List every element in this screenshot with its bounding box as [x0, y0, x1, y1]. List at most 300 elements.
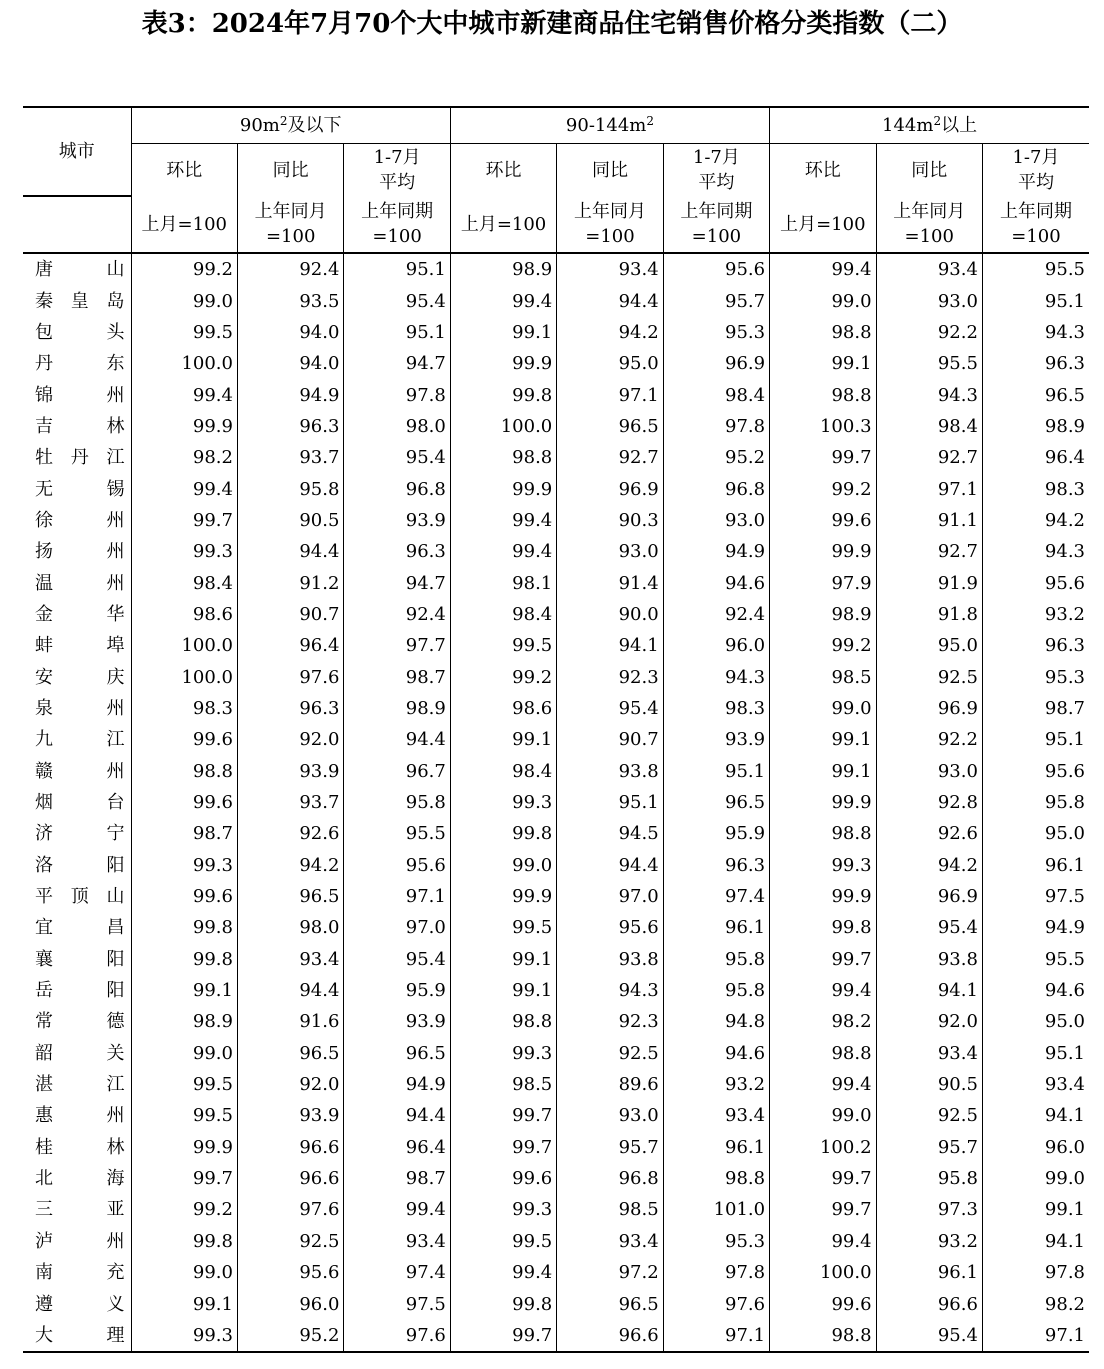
index-value: 95.3: [982, 661, 1089, 692]
index-value: 96.4: [982, 442, 1089, 473]
index-value: 99.3: [131, 536, 237, 567]
index-value: 99.7: [450, 1132, 556, 1163]
index-value: 94.4: [557, 850, 663, 881]
city-name: 泸州: [35, 1230, 125, 1252]
index-value: 94.4: [344, 724, 450, 755]
index-value: 99.9: [450, 881, 556, 912]
index-value: 95.6: [982, 756, 1089, 787]
index-value: 92.5: [237, 1226, 343, 1257]
index-value: 97.8: [982, 1257, 1089, 1288]
index-value: 96.3: [237, 411, 343, 442]
city-name: 温州: [35, 572, 125, 594]
group-header-medium: $90-144m^2$: [450, 107, 769, 144]
index-value: 96.0: [663, 630, 769, 661]
index-value: 99.1: [450, 975, 556, 1006]
index-value: 92.7: [876, 536, 982, 567]
city-name: 桂林: [35, 1136, 125, 1158]
index-value: 97.6: [344, 1320, 450, 1352]
index-value: 94.1: [557, 630, 663, 661]
index-value: 97.5: [982, 881, 1089, 912]
index-value: 92.5: [876, 661, 982, 692]
index-value: 93.9: [344, 1006, 450, 1037]
index-value: 95.5: [344, 818, 450, 849]
index-value: 99.2: [770, 473, 876, 504]
index-value: 95.6: [663, 253, 769, 285]
index-value: 99.1: [450, 724, 556, 755]
table-row: [23, 411, 1089, 442]
city-header-spacer: [23, 196, 131, 253]
index-value: 98.4: [450, 599, 556, 630]
index-value: 99.0: [131, 1038, 237, 1069]
table-row: [23, 1320, 1089, 1352]
table-row: [23, 567, 1089, 598]
index-value: 98.8: [663, 1163, 769, 1194]
index-value: 93.4: [663, 1100, 769, 1131]
index-value: 98.5: [557, 1194, 663, 1225]
city-name: 牡丹江: [35, 447, 125, 469]
index-value: 91.8: [876, 599, 982, 630]
index-value: 94.2: [557, 317, 663, 348]
city-name: 湛江: [35, 1074, 125, 1096]
index-value: 98.5: [770, 661, 876, 692]
table-row: [23, 1100, 1089, 1131]
index-value: 96.0: [982, 1132, 1089, 1163]
index-value: 95.4: [344, 285, 450, 316]
index-value: 98.1: [450, 567, 556, 598]
index-value: 90.7: [237, 599, 343, 630]
index-value: 92.4: [237, 253, 343, 285]
index-value: 96.1: [876, 1257, 982, 1288]
index-value: 98.6: [131, 599, 237, 630]
index-value: 99.2: [770, 630, 876, 661]
page-title: 表3：2024年7月70个大中城市新建商品住宅销售价格分类指数（二）: [141, 9, 963, 39]
index-value: 99.1: [770, 756, 876, 787]
index-value: 94.2: [876, 850, 982, 881]
base-header: 上年同期=100: [344, 196, 450, 253]
index-value: 95.8: [344, 787, 450, 818]
index-value: 93.0: [557, 1100, 663, 1131]
index-value: 99.1: [450, 317, 556, 348]
index-value: 95.0: [876, 630, 982, 661]
index-value: 97.3: [876, 1194, 982, 1225]
index-value: 98.8: [450, 1006, 556, 1037]
index-value: 99.4: [131, 473, 237, 504]
table-row: [23, 787, 1089, 818]
index-value: 95.5: [876, 348, 982, 379]
index-value: 98.4: [876, 411, 982, 442]
index-value: 93.0: [663, 505, 769, 536]
index-value: 92.4: [344, 599, 450, 630]
table-row: [23, 850, 1089, 881]
index-value: 97.1: [557, 379, 663, 410]
index-value: 92.7: [876, 442, 982, 473]
index-value: 95.1: [982, 1038, 1089, 1069]
index-value: 91.9: [876, 567, 982, 598]
index-value: 99.5: [131, 1069, 237, 1100]
index-value: 96.9: [663, 348, 769, 379]
index-value: 93.2: [982, 599, 1089, 630]
index-value: 96.3: [982, 348, 1089, 379]
index-value: 98.4: [131, 567, 237, 598]
index-value: 96.3: [663, 850, 769, 881]
city-name: 九江: [35, 729, 125, 751]
city-name: 北海: [35, 1168, 125, 1190]
index-value: 99.7: [770, 944, 876, 975]
index-value: 95.6: [237, 1257, 343, 1288]
table-row: [23, 536, 1089, 567]
index-value: 90.5: [237, 505, 343, 536]
index-value: 99.4: [450, 285, 556, 316]
index-value: 97.7: [344, 630, 450, 661]
index-value: 99.6: [770, 1288, 876, 1319]
index-value: 99.2: [131, 1194, 237, 1225]
index-value: 98.0: [237, 912, 343, 943]
index-value: 99.0: [770, 1100, 876, 1131]
index-value: 96.8: [344, 473, 450, 504]
table-row: [23, 975, 1089, 1006]
index-value: 95.5: [982, 944, 1089, 975]
index-value: 97.0: [557, 881, 663, 912]
index-value: 94.2: [982, 505, 1089, 536]
index-value: 92.8: [876, 787, 982, 818]
city-name: 济宁: [35, 823, 125, 845]
index-value: 99.5: [450, 630, 556, 661]
index-value: 97.0: [344, 912, 450, 943]
table-row: [23, 379, 1089, 410]
index-value: 97.6: [663, 1288, 769, 1319]
index-value: 93.4: [344, 1226, 450, 1257]
index-value: 93.0: [876, 756, 982, 787]
index-value: 94.9: [663, 536, 769, 567]
index-value: 95.5: [982, 253, 1089, 285]
table-row: [23, 1288, 1089, 1319]
index-value: 95.3: [663, 1226, 769, 1257]
index-value: 99.6: [131, 787, 237, 818]
city-name: 三亚: [35, 1199, 125, 1221]
index-value: 98.8: [770, 379, 876, 410]
index-value: 95.4: [876, 912, 982, 943]
index-value: 90.5: [876, 1069, 982, 1100]
index-value: 93.9: [344, 505, 450, 536]
index-value: 99.2: [131, 253, 237, 285]
sub-header: 同比: [876, 144, 982, 197]
index-value: 99.8: [131, 912, 237, 943]
index-value: 95.8: [237, 473, 343, 504]
table-row: [23, 1038, 1089, 1069]
index-value: 95.4: [876, 1320, 982, 1352]
index-value: 99.6: [131, 724, 237, 755]
index-value: 99.9: [131, 411, 237, 442]
index-value: 95.8: [663, 944, 769, 975]
index-value: 93.0: [557, 536, 663, 567]
index-value: 94.9: [982, 912, 1089, 943]
index-value: 92.6: [237, 818, 343, 849]
index-value: 99.1: [131, 975, 237, 1006]
table-row: [23, 1257, 1089, 1288]
index-value: 96.3: [982, 630, 1089, 661]
index-value: 99.8: [450, 1288, 556, 1319]
index-value: 99.0: [450, 850, 556, 881]
index-value: 99.4: [770, 253, 876, 285]
index-value: 96.8: [557, 1163, 663, 1194]
index-value: 97.1: [663, 1320, 769, 1352]
city-name: 韶关: [35, 1042, 125, 1064]
index-value: 93.2: [876, 1226, 982, 1257]
index-value: 99.2: [450, 661, 556, 692]
index-value: 92.0: [876, 1006, 982, 1037]
sub-header: 同比: [557, 144, 663, 197]
index-value: 95.4: [344, 442, 450, 473]
index-value: 100.0: [131, 348, 237, 379]
index-value: 93.8: [557, 756, 663, 787]
city-name: 常德: [35, 1011, 125, 1033]
index-value: 95.1: [344, 253, 450, 285]
index-value: 96.5: [344, 1038, 450, 1069]
index-value: 94.8: [663, 1006, 769, 1037]
index-value: 93.4: [982, 1069, 1089, 1100]
index-value: 93.4: [876, 253, 982, 285]
city-name: 金华: [35, 603, 125, 625]
index-value: 94.6: [663, 567, 769, 598]
index-value: 99.4: [770, 1226, 876, 1257]
index-value: 98.7: [344, 661, 450, 692]
base-header: 上年同月=100: [237, 196, 343, 253]
sub-header: 1-7月 平均: [344, 144, 450, 197]
index-value: 99.1: [770, 724, 876, 755]
index-value: 100.3: [770, 411, 876, 442]
index-value: 99.7: [450, 1320, 556, 1352]
city-name: 泉州: [35, 697, 125, 719]
index-value: 99.9: [770, 881, 876, 912]
index-value: 92.5: [557, 1038, 663, 1069]
index-value: 99.3: [450, 1194, 556, 1225]
index-value: 96.9: [876, 693, 982, 724]
index-value: 94.9: [237, 379, 343, 410]
index-value: 93.4: [557, 253, 663, 285]
city-name: 吉林: [35, 415, 125, 437]
index-value: 99.5: [131, 1100, 237, 1131]
index-value: 98.9: [982, 411, 1089, 442]
index-value: 97.4: [344, 1257, 450, 1288]
index-value: 94.3: [982, 536, 1089, 567]
index-value: 96.0: [237, 1288, 343, 1319]
index-value: 94.4: [237, 975, 343, 1006]
index-value: 98.0: [344, 411, 450, 442]
sub-header: 1-7月 平均: [663, 144, 769, 197]
index-value: 90.7: [557, 724, 663, 755]
index-value: 94.4: [557, 285, 663, 316]
index-value: 96.6: [557, 1320, 663, 1352]
table-row: [23, 944, 1089, 975]
index-value: 96.4: [344, 1132, 450, 1163]
index-value: 99.7: [450, 1100, 556, 1131]
city-header: 城市: [23, 107, 131, 196]
city-name: 扬州: [35, 541, 125, 563]
index-value: 92.3: [557, 1006, 663, 1037]
index-value: 99.8: [770, 912, 876, 943]
index-value: 95.0: [557, 348, 663, 379]
index-value: 99.7: [770, 442, 876, 473]
index-value: 98.8: [770, 818, 876, 849]
index-value: 94.3: [557, 975, 663, 1006]
index-value: 94.3: [876, 379, 982, 410]
index-value: 99.8: [131, 944, 237, 975]
index-value: 99.1: [982, 1194, 1089, 1225]
index-value: 92.4: [663, 599, 769, 630]
sub-header: 1-7月 平均: [982, 144, 1089, 197]
index-value: 95.0: [982, 1006, 1089, 1037]
index-value: 100.0: [131, 630, 237, 661]
index-value: 96.8: [663, 473, 769, 504]
index-value: 97.1: [876, 473, 982, 504]
index-value: 99.3: [770, 850, 876, 881]
index-value: 95.1: [344, 317, 450, 348]
base-header: 上月=100: [770, 196, 876, 253]
sub-header: 环比: [131, 144, 237, 197]
index-value: 98.3: [982, 473, 1089, 504]
index-value: 99.4: [450, 536, 556, 567]
index-value: 92.5: [876, 1100, 982, 1131]
index-value: 98.4: [663, 379, 769, 410]
index-value: 95.1: [663, 756, 769, 787]
index-value: 98.9: [344, 693, 450, 724]
index-value: 91.4: [557, 567, 663, 598]
base-header: 上年同期=100: [663, 196, 769, 253]
index-value: 92.2: [876, 317, 982, 348]
index-value: 95.9: [344, 975, 450, 1006]
index-value: 95.2: [237, 1320, 343, 1352]
index-value: 99.0: [770, 285, 876, 316]
table-row: [23, 442, 1089, 473]
index-value: 99.5: [450, 1226, 556, 1257]
index-value: 97.8: [663, 411, 769, 442]
index-value: 97.8: [663, 1257, 769, 1288]
city-name: 平顶山: [35, 886, 125, 908]
index-value: 94.7: [344, 567, 450, 598]
index-value: 96.5: [557, 411, 663, 442]
index-value: 94.6: [982, 975, 1089, 1006]
index-value: 90.0: [557, 599, 663, 630]
index-value: 95.4: [344, 944, 450, 975]
city-name: 岳阳: [35, 980, 125, 1002]
index-value: 97.6: [237, 661, 343, 692]
table-row: [23, 724, 1089, 755]
index-value: 92.6: [876, 818, 982, 849]
group-header-small: $90m^2$及以下: [131, 107, 450, 144]
base-header: 上年同月=100: [876, 196, 982, 253]
index-value: 94.4: [344, 1100, 450, 1131]
index-value: 95.6: [982, 567, 1089, 598]
table-row: [23, 881, 1089, 912]
index-value: 94.7: [344, 348, 450, 379]
index-value: 96.5: [663, 787, 769, 818]
city-name: 洛阳: [35, 854, 125, 876]
index-value: 98.8: [770, 1320, 876, 1352]
index-value: 98.8: [770, 317, 876, 348]
index-value: 93.7: [237, 787, 343, 818]
index-value: 93.8: [876, 944, 982, 975]
city-name: 赣州: [35, 760, 125, 782]
index-value: 99.8: [131, 1226, 237, 1257]
index-value: 99.3: [450, 1038, 556, 1069]
index-value: 99.1: [770, 348, 876, 379]
index-value: 99.9: [770, 536, 876, 567]
index-value: 92.3: [557, 661, 663, 692]
table-row: [23, 756, 1089, 787]
index-value: 98.9: [770, 599, 876, 630]
index-value: 99.6: [131, 881, 237, 912]
index-value: 96.7: [344, 756, 450, 787]
index-value: 94.1: [982, 1100, 1089, 1131]
table-row: [23, 348, 1089, 379]
index-value: 95.9: [663, 818, 769, 849]
index-value: 93.0: [876, 285, 982, 316]
sub-header: 同比: [237, 144, 343, 197]
index-value: 98.3: [131, 693, 237, 724]
index-value: 94.4: [237, 536, 343, 567]
index-value: 97.8: [344, 379, 450, 410]
index-value: 93.4: [237, 944, 343, 975]
table-row: [23, 630, 1089, 661]
index-value: 99.7: [770, 1163, 876, 1194]
index-value: 99.9: [770, 787, 876, 818]
index-value: 98.9: [450, 253, 556, 285]
table-row: [23, 317, 1089, 348]
base-header: 上月=100: [131, 196, 237, 253]
index-value: 99.5: [450, 912, 556, 943]
index-value: 96.6: [237, 1163, 343, 1194]
index-value: 91.6: [237, 1006, 343, 1037]
index-value: 95.3: [663, 317, 769, 348]
city-name: 无锡: [35, 478, 125, 500]
price-index-table: [23, 106, 1089, 1353]
index-value: 99.7: [770, 1194, 876, 1225]
index-value: 93.4: [876, 1038, 982, 1069]
index-value: 99.6: [450, 1163, 556, 1194]
index-value: 95.7: [557, 1132, 663, 1163]
index-value: 99.8: [450, 818, 556, 849]
index-value: 97.5: [344, 1288, 450, 1319]
index-value: 99.3: [450, 787, 556, 818]
index-value: 99.4: [450, 1257, 556, 1288]
index-value: 94.3: [982, 317, 1089, 348]
index-value: 93.9: [237, 1100, 343, 1131]
index-value: 98.9: [131, 1006, 237, 1037]
city-name: 南充: [35, 1262, 125, 1284]
index-value: 98.2: [770, 1006, 876, 1037]
table-row: [23, 253, 1089, 285]
city-name: 安庆: [35, 666, 125, 688]
index-value: 90.3: [557, 505, 663, 536]
index-value: 92.7: [557, 442, 663, 473]
index-value: 99.5: [131, 317, 237, 348]
city-name: 秦皇岛: [35, 290, 125, 312]
index-value: 98.8: [770, 1038, 876, 1069]
index-value: 96.3: [344, 536, 450, 567]
index-value: 95.4: [557, 693, 663, 724]
index-value: 96.1: [663, 1132, 769, 1163]
table-row: [23, 912, 1089, 943]
city-name: 宜昌: [35, 917, 125, 939]
index-value: 95.1: [982, 285, 1089, 316]
index-value: 94.9: [344, 1069, 450, 1100]
index-value: 95.8: [876, 1163, 982, 1194]
city-name: 大理: [23, 1320, 131, 1352]
index-value: 94.0: [237, 317, 343, 348]
index-value: 95.1: [982, 724, 1089, 755]
index-value: 99.4: [344, 1194, 450, 1225]
index-value: 100.0: [131, 661, 237, 692]
